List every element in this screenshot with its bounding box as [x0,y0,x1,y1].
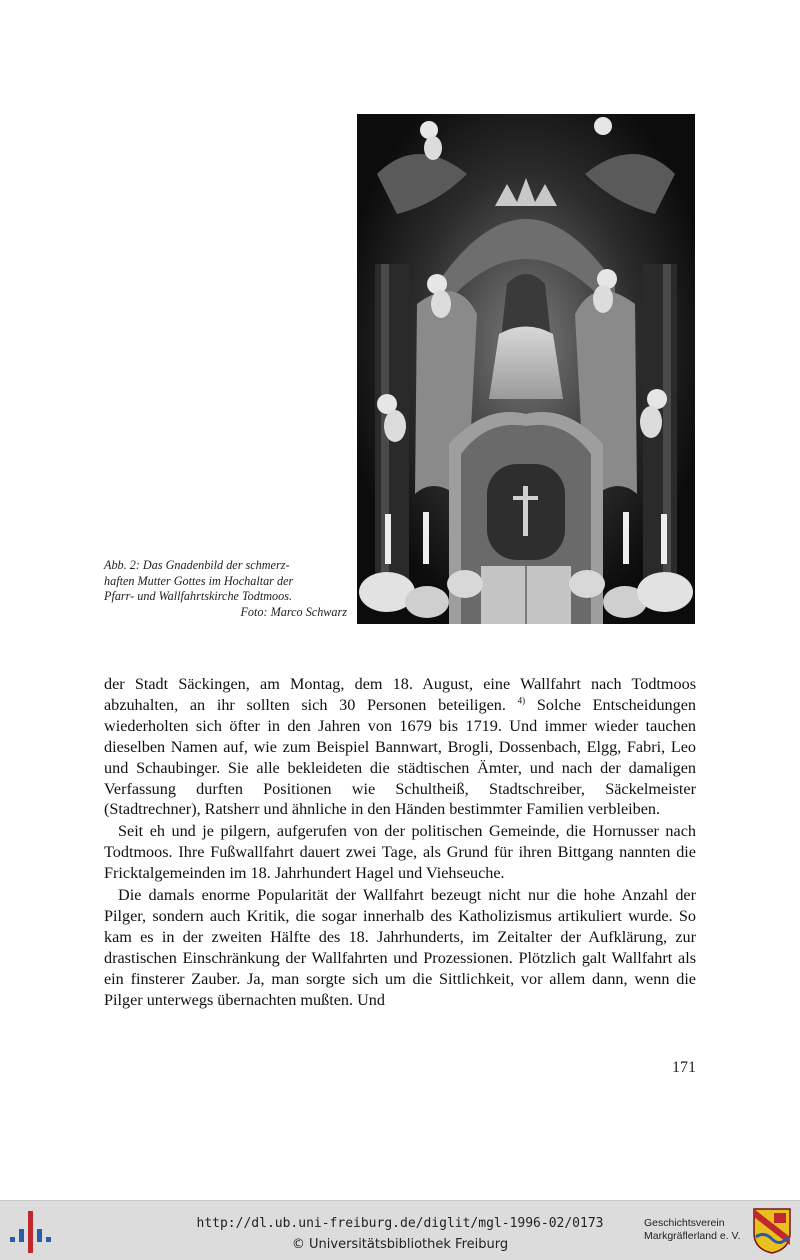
paragraph: Die damals enorme Popularität der Wallfahrt bezeugt nicht nur die hohe Anzahl der Pilger, sondern auch Kritik, die sogar innerhalb des Katholizismus artikuliert wurde. So kam es in der zweiten Hälfte des 18. Jahrhunderts, im Zeitalter der Aufklärung, zur drastischen Einschränkung der Wallfahrten und Prozessionen. Plötzlich galt Wallfahrt als ein finsterer Zauber. Ja, man sorgte sich um die Sittlichkeit, vor allem dann, wenn die Pilger unterwegs übernachten mußten. Und [104,886,696,1009]
altar-photograph-image [357,114,695,624]
viewer-footer [0,1200,800,1260]
society-name [644,1217,754,1243]
page-number: 171 [672,1059,696,1076]
permalink-url[interactable]: http://dl.ub.uni-freiburg.de/diglit/mgl-1996-02/0173 [196,1216,604,1231]
paragraph [104,674,696,820]
paragraph: Seit eh und je pilgern, aufgerufen von der politischen Gemeinde, die Hornusser nach Todtmoos. Ihre Fußwallfahrt dauert zwei Tage, als Grund für ihren Bittgang nannten die Fricktalgemeinden im 18. Jahrhundert Hagel und Viehseuche. [104,822,696,883]
society-name-line: Geschichtsverein [644,1217,725,1229]
footnote-marker: 4) [517,695,526,706]
photo-credit: Foto: Marco Schwarz [240,604,347,619]
paragraph-text: der Stadt Säckingen, am Montag, dem 18. August, eine Wallfahrt nach Todtmoos abzuhalten, an ihr sollten sich 30 Personen beteiligen. [104,675,696,714]
altar-photograph [357,114,695,624]
caption-line: Abb. 2: Das Gnadenbild der schmerz- [104,558,290,572]
figure-caption [104,558,347,620]
caption-line: haften Mutter Gottes im Hochaltar der [104,573,294,588]
copyright-text: © Universitätsbibliothek Freiburg [291,1237,509,1252]
body-text [104,674,696,1011]
caption-line: Pfarr- und Wallfahrtskirche Todtmoos. [104,589,292,604]
ub-freiburg-logo-icon[interactable] [10,1211,50,1253]
coat-of-arms-icon [752,1207,792,1255]
paragraph-text: Solche Entscheidungen wiederholten sich öfter in den Jahren von 1679 bis 1719. Und immer wieder tauchen dieselben Namen auf, wie zum Beispiel Bannwart, Brogli, Dossenbach, Elgg, Fabri, Leo und Schaubinger. Sie alle bekleideten die städtischen Ämter, und nach der damaligen Verfassung durften Positionen wie Schultheiß, Stadtschreiber, Säckelmeister (Stadtrechner), Ratsherr und ähnliche in den Händen bestimmter Familien verbleiben. [104,695,697,819]
society-name-line: Markgräflerland e. V. [644,1230,741,1242]
footer-center [190,1213,610,1255]
